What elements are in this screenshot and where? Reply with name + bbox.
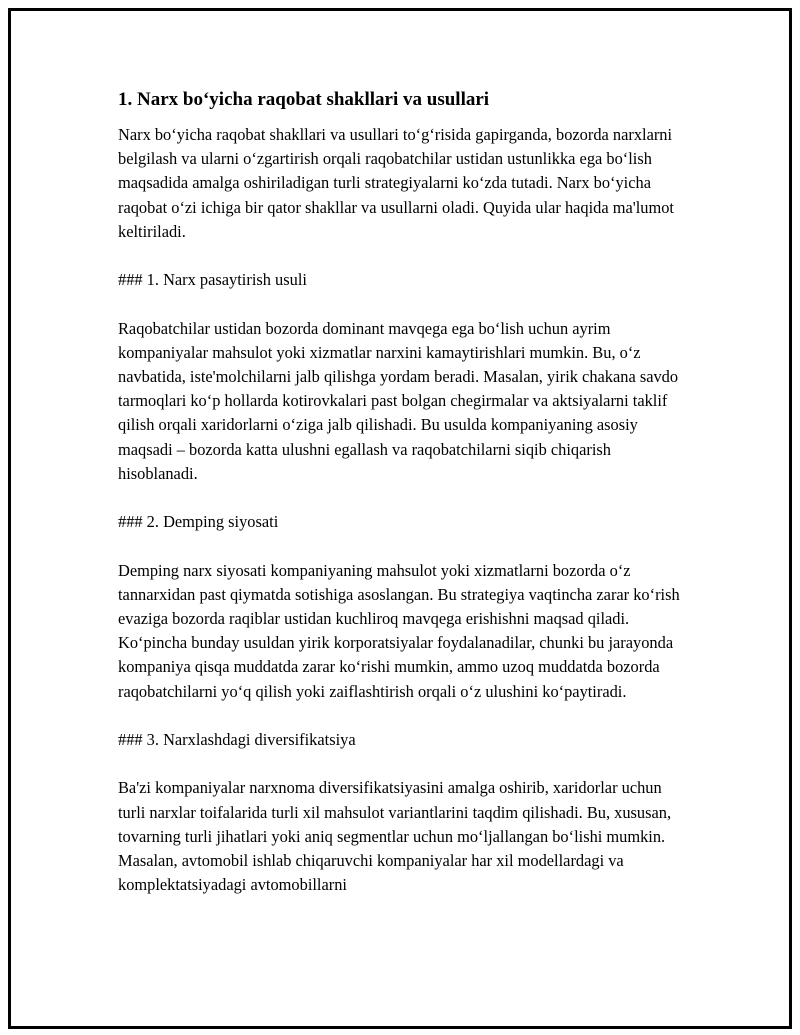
section-heading-diversification: ### 3. Narxlashdagi diversifikatsiya bbox=[118, 730, 356, 749]
section-body-dumping: Demping narx siyosati kompaniyaning mahsulot yoki xizmatlarni bozorda o‘z tannarxidan past qiymatda sotishiga asoslangan. Bu strategiya vaqtincha zarar ko‘rish evaziga bozorda raqiblar ustidan kuchliroq mavqega erishishni maqsad qiladi. Ko‘pincha bunday usuldan yirik korporatsiyalar foydalanadilar, chunki bu jarayonda kompaniya qisqa muddatda zarar ko‘rishi mumkin, ammo uzoq muddatda bozorda raqobatchilarni yo‘q qilish yoki zaiflashtirish orqali o‘z ulushini ko‘paytiradi. bbox=[118, 560, 680, 701]
section-body-diversification: Ba'zi kompaniyalar narxnoma diversifikatsiyasini amalga oshirib, xaridorlar uchun turli narxlar toifalarida turli xil mahsulot variantlarini taqdim qilishadi. Bu, xususan, tovarning turli jihatlari yoki aniq segmentlar uchun mo‘ljallangan bo‘lishi mumkin. Masalan, avtomobil ishlab chiqaruvchi kompaniyalar har xil modellardagi va komplektatsiyadagi avtomobillarni bbox=[118, 778, 672, 895]
spacer bbox=[118, 752, 684, 776]
section-heading-price-reduction: ### 1. Narx pasaytirish usuli bbox=[118, 270, 307, 290]
document-body bbox=[118, 88, 684, 897]
spacer bbox=[118, 292, 684, 316]
spacer bbox=[118, 244, 684, 268]
intro-paragraph: Narx bo‘yicha raqobat shakllari va usullari to‘g‘risida gapirganda, bozorda narxlarni belgilash va ularni o‘zgartirish orqali raqobatchilar ustidan ustunlikka ega bo‘lish maqsadida amalga oshiriladigan turli strategiyalarni ko‘zda tutadi. Narx bo‘yicha raqobat o‘zi ichiga bir qator shakllar va usullarni oladi. Quyida ular haqida ma'lumot keltiriladi. bbox=[118, 125, 674, 241]
document-title: 1. Narx bo‘yicha raqobat shakllari va usullari bbox=[118, 89, 490, 110]
spacer bbox=[118, 704, 684, 728]
spacer bbox=[118, 486, 684, 510]
section-heading-dumping: ### 2. Demping siyosati bbox=[118, 512, 279, 532]
section-body-price-reduction: Raqobatchilar ustidan bozorda dominant mavqega ega bo‘lish uchun ayrim kompaniyalar mahsulot yoki xizmatlar narxini kamaytirishlari mumkin. Bu, o‘z navbatida, iste'molchilarni jalb qilishga yordam beradi. Masalan, yirik chakana savdo tarmoqlari ko‘p hollarda kotirovkalari past bolgan chegirmalar va aktsiyalarni taklif qilish orqali xaridorlarni o‘ziga jalb qilishadi. Bu usulda kompaniyaning asosiy maqsadi – bozorda katta ulushni egallash va raqobatchilarni siqib chiqarish hisoblanadi. bbox=[118, 318, 679, 483]
spacer bbox=[118, 534, 684, 558]
